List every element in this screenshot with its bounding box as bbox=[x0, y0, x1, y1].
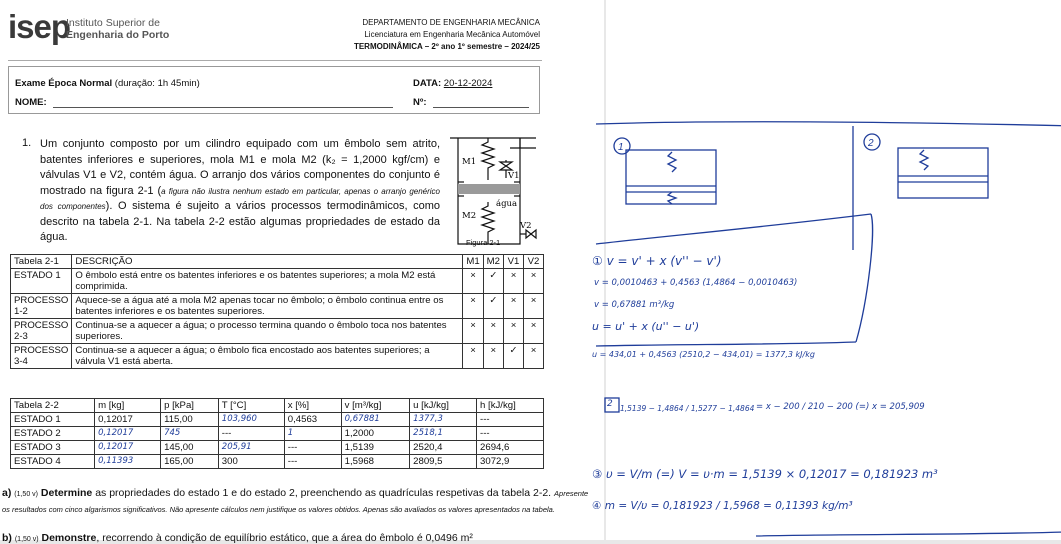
part-a: a) (1,50 v) Determine as propriedades do estado 1 e do estado 2, preenchendo as quadrículas respetivas da tabela 2-2. Apresente os resultados com cinco algarismos significativos. Não apresente cálculos nem justifique os valores obtidos. Apenas são avaliados os valores apresentados na tabela. bbox=[2, 487, 589, 514]
number-label: Nº: bbox=[413, 97, 427, 108]
sketch-1-label: 1 bbox=[618, 142, 624, 153]
notes-page bbox=[592, 0, 1061, 540]
table-row: ESTADO 1 O êmbolo está entre os batentes inferiores e os batentes superiores; a mola M2 está comprimida. × ✓ × × bbox=[11, 269, 544, 294]
table-row: ESTADO 1 0,12017 115,00 103,960 0,4563 0,67881 1377,3 --- bbox=[11, 413, 544, 427]
date-value: 20-12-2024 bbox=[443, 78, 493, 89]
table-2-1 bbox=[10, 254, 544, 369]
part-b: b) (1,50 v) Demonstre, recorrendo à condição de equilíbrio estático, que a área do êmbolo é 0,0496 m² bbox=[2, 532, 473, 544]
exam-title: Exame Época Normal bbox=[15, 78, 113, 89]
label-m2: M2 bbox=[462, 211, 477, 221]
department: DEPARTAMENTO DE ENGENHARIA MECÂNICA bbox=[362, 18, 540, 27]
state1-eq4: u = u' + x (u'' − u') bbox=[592, 320, 700, 333]
exam-box bbox=[8, 66, 540, 114]
figure-diagram bbox=[448, 134, 544, 254]
number-field bbox=[433, 107, 529, 108]
table-row: PROCESSO 3-4 Continua-se a aquecer a água; o êmbolo fica encostado aos batentes superiores; a válvula V1 está aberta. × × ✓ × bbox=[11, 344, 544, 369]
state2-interp: = x − 200 / 210 − 200 (=) x = 205,909 bbox=[756, 402, 925, 412]
table-row: ESTADO 4 0,11393 165,00 300 --- 1,5968 2809,5 3072,9 bbox=[11, 455, 544, 469]
label-m1: M1 bbox=[462, 157, 477, 167]
piston bbox=[458, 184, 520, 194]
state1-eq1: ① v = v' + x (v'' − v') bbox=[592, 254, 722, 268]
label-water: água bbox=[496, 199, 518, 209]
state2-number: 2 bbox=[607, 399, 613, 409]
header-divider bbox=[8, 60, 542, 61]
label-v2: V2 bbox=[520, 221, 532, 231]
exam-duration: (duração: 1h 45min) bbox=[114, 78, 200, 89]
table-header: Tabela 2-2 m [kg] p [kPa] T [°C] x [%] v [m³/kg] u [kJ/kg] h [kJ/kg] bbox=[11, 399, 544, 413]
table-row: PROCESSO 2-3 Continua-se a aquecer a água; o processo termina quando o êmbolo toca nos batentes superiores. × × × × bbox=[11, 319, 544, 344]
label-v1: V1 bbox=[508, 171, 520, 181]
sketch-2-label: 2 bbox=[868, 138, 874, 149]
institute-line2: Engenharia do Porto bbox=[66, 29, 170, 41]
table-row: ESTADO 3 0,12017 145,00 205,91 --- 1,5139 2520,4 2694,6 bbox=[11, 441, 544, 455]
name-field bbox=[53, 107, 393, 108]
question-text: Um conjunto composto por um cilindro equipado com um êmbolo sem atrito, batentes inferiores e superiores, mola M1 e mola M2 (k₂ = 1,2000 kgf/cm) e válvulas V1 e V2, contém água. O arranjo dos vários componentes do conjunto é mostrado na figura 2-1 (a figura não ilustra nenhum estado em particular, apenas o arranjo genérico dos componentes). O sistema é sujeito a vários processos termodinâmicos, como descrito na tabela 2-1. Na tabela 2-2 estão algumas propriedades de estado da água. bbox=[40, 138, 441, 243]
degree: Licenciatura em Engenharia Mecânica Automóvel bbox=[364, 30, 540, 39]
isep-logo: isep bbox=[8, 8, 71, 45]
state1-eq2: v = 0,0010463 + 0,4563 (1,4864 − 0,0010463) bbox=[594, 278, 798, 288]
question-number: 1. bbox=[22, 137, 32, 149]
table-row: PROCESSO 1-2 Aquece-se a água até a mola M2 apenas tocar no êmbolo; o êmbolo continua entre os batentes inferiores e os batentes superiores. × ✓ × × bbox=[11, 294, 544, 319]
institute-line1: Instituto Superior de bbox=[66, 17, 160, 29]
state1-eq5: u = 434,01 + 0,4563 (2510,2 − 434,01) = 1377,3 kJ/kg bbox=[592, 350, 815, 359]
state4-eq: ④ m = V/υ = 0,181923 / 1,5968 = 0,11393 kg/m³ bbox=[592, 500, 853, 512]
table-row: ESTADO 2 0,12017 745 --- 1 1,2000 2518,1 --- bbox=[11, 427, 544, 441]
name-label: NOME: bbox=[15, 97, 47, 108]
date-label: DATA: bbox=[413, 78, 442, 89]
table-2-2 bbox=[10, 398, 544, 469]
state2-fraction: 1,5139 − 1,4864 / 1,5277 − 1,4864 bbox=[620, 404, 755, 413]
notes-sketches bbox=[606, 0, 1061, 540]
table-header: Tabela 2-1 DESCRIÇÃO M1 M2 V1 V2 bbox=[11, 255, 544, 269]
state1-eq3: v = 0,67881 m³/kg bbox=[594, 300, 675, 310]
figure-caption: Figura 2-1 bbox=[466, 238, 501, 247]
state3-eq: ③ υ = V/m (=) V = υ·m = 1,5139 × 0,12017 = 0,181923 m³ bbox=[592, 467, 938, 481]
course: TERMODINÂMICA – 2º ano 1º semestre – 2024/25 bbox=[353, 42, 540, 51]
